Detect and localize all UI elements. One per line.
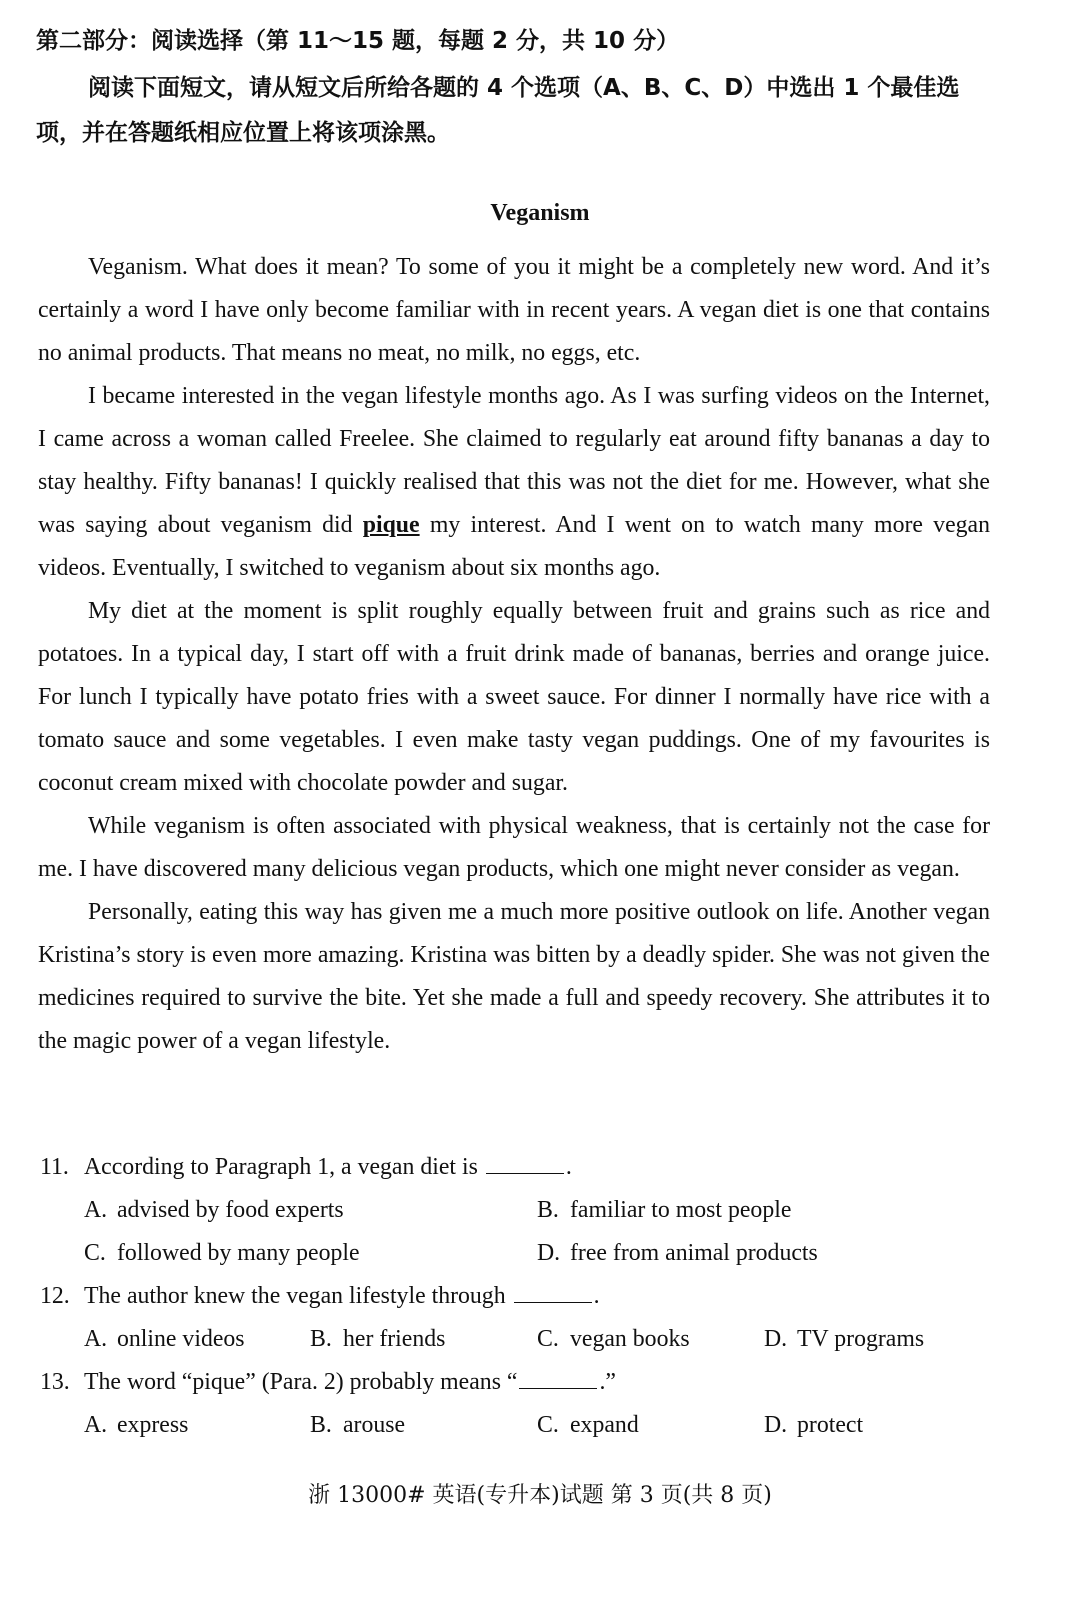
paragraph-3: My diet at the moment is split roughly equally between fruit and grains such as rice and potatoes. In a typical day, I start off with a fruit drink made of bananas, berries and orange juice. For lunch I typically have potato fries with a sweet sauce. For dinner I normally have rice with a tomato sauce and some vegetables. I even make tasty vegan puddings. One of my favourites is coconut cream mixed with chocolate powder and sugar.	[38, 598, 990, 796]
keyword-pique: pique	[362, 512, 420, 538]
paragraph-2-text-before: I became interested in the vegan lifestyle months ago. As I was surfing videos on the Internet, I came across a woman called Freelee. She claimed to regularly eat around fifty bananas a day to stay healthy. Fifty bananas! I quickly realised that this was not the diet for me. However, what she was saying about veganism did	[38, 383, 990, 538]
option-row	[40, 1232, 1000, 1275]
question-number: 13.	[40, 1369, 70, 1395]
option-text: online videos	[117, 1326, 245, 1352]
option-letter: D.	[764, 1412, 788, 1438]
option-c[interactable]	[84, 1232, 360, 1275]
answer-blank	[514, 1282, 592, 1303]
passage-title: Veganism	[490, 200, 590, 226]
option-text: express	[117, 1412, 189, 1438]
option-letter: C.	[537, 1412, 559, 1438]
option-text: free from animal products	[570, 1240, 818, 1266]
option-letter: D.	[537, 1240, 561, 1266]
option-letter: B.	[537, 1197, 559, 1223]
question-text: According to Paragraph 1, a vegan diet is	[84, 1154, 478, 1180]
question-stem	[40, 1275, 1000, 1318]
option-d[interactable]	[537, 1232, 818, 1275]
option-row	[40, 1318, 1000, 1361]
option-b[interactable]	[310, 1404, 405, 1447]
question-text-end: .	[593, 1283, 600, 1309]
paragraph-1: Veganism. What does it mean? To some of you it might be a completely new word. And it’s certainly a word I have only become familiar with in recent years. A vegan diet is one that contains no animal products. That means no meat, no milk, no eggs, etc.	[38, 254, 990, 366]
option-letter: B.	[310, 1326, 332, 1352]
option-b[interactable]	[537, 1189, 791, 1232]
question-text: The author knew the vegan lifestyle through	[84, 1283, 506, 1309]
option-text: expand	[570, 1412, 639, 1438]
section-title: 第二部分：阅读选择（第 11～15 题，每题 2 分，共 10 分）	[36, 28, 680, 54]
option-letter: B.	[310, 1412, 332, 1438]
page-footer: 浙 13000# 英语(专升本)试题 第 3 页(共 8 页)	[308, 1483, 772, 1508]
question-number: 11.	[40, 1154, 69, 1180]
question-text: The word “pique” (Para. 2) probably means “	[84, 1369, 518, 1395]
option-text: advised by food experts	[117, 1197, 344, 1223]
option-text: her friends	[343, 1326, 446, 1352]
question-11	[40, 1146, 1000, 1275]
option-text: familiar to most people	[570, 1197, 792, 1223]
paragraph-4: While veganism is often associated with physical weakness, that is certainly not the case for me. I have discovered many delicious vegan products, which one might never consider as vegan.	[38, 813, 990, 882]
question-12	[40, 1275, 1000, 1361]
option-c[interactable]	[537, 1404, 639, 1447]
passage-body	[38, 246, 990, 1063]
question-number: 12.	[40, 1283, 70, 1309]
answer-blank	[486, 1153, 564, 1174]
option-row	[40, 1189, 1000, 1232]
paragraph-2-text-after: my interest. And I went on to watch many more vegan videos. Eventually, I switched to veganism about six months ago.	[38, 512, 990, 581]
option-d[interactable]	[764, 1404, 863, 1447]
option-text: vegan books	[570, 1326, 690, 1352]
option-d[interactable]	[764, 1318, 924, 1361]
option-letter: A.	[84, 1326, 108, 1352]
option-letter: A.	[84, 1197, 108, 1223]
question-text-end: .”	[599, 1369, 616, 1395]
question-stem	[40, 1146, 1000, 1189]
option-b[interactable]	[310, 1318, 445, 1361]
option-letter: D.	[764, 1326, 788, 1352]
option-text: arouse	[343, 1412, 406, 1438]
question-stem	[40, 1361, 1000, 1404]
option-text: protect	[797, 1412, 864, 1438]
option-a[interactable]	[84, 1318, 245, 1361]
question-13	[40, 1361, 1000, 1447]
option-letter: A.	[84, 1412, 108, 1438]
option-letter: C.	[84, 1240, 106, 1266]
question-list	[40, 1146, 1000, 1447]
answer-blank	[519, 1368, 597, 1389]
paragraph-5: Personally, eating this way has given me a much more positive outlook on life. Another vegan Kristina’s story is even more amazing. Kristina was bitten by a deadly spider. She was not given the medicines required to survive the bite. Yet she made a full and speedy recovery. She attributes it to the magic power of a vegan lifestyle.	[38, 899, 990, 1054]
option-c[interactable]	[537, 1318, 690, 1361]
option-letter: C.	[537, 1326, 559, 1352]
option-a[interactable]	[84, 1189, 344, 1232]
section-instruction: 阅读下面短文，请从短文后所给各题的 4 个选项（A、B、C、D）中选出 1 个最佳选项，并在答题纸相应位置上将该项涂黑。	[36, 75, 960, 146]
option-text: TV programs	[797, 1326, 925, 1352]
paragraph-2	[38, 375, 990, 590]
option-a[interactable]	[84, 1404, 188, 1447]
option-row	[40, 1404, 1000, 1447]
option-text: followed by many people	[117, 1240, 360, 1266]
question-text-end: .	[565, 1154, 572, 1180]
